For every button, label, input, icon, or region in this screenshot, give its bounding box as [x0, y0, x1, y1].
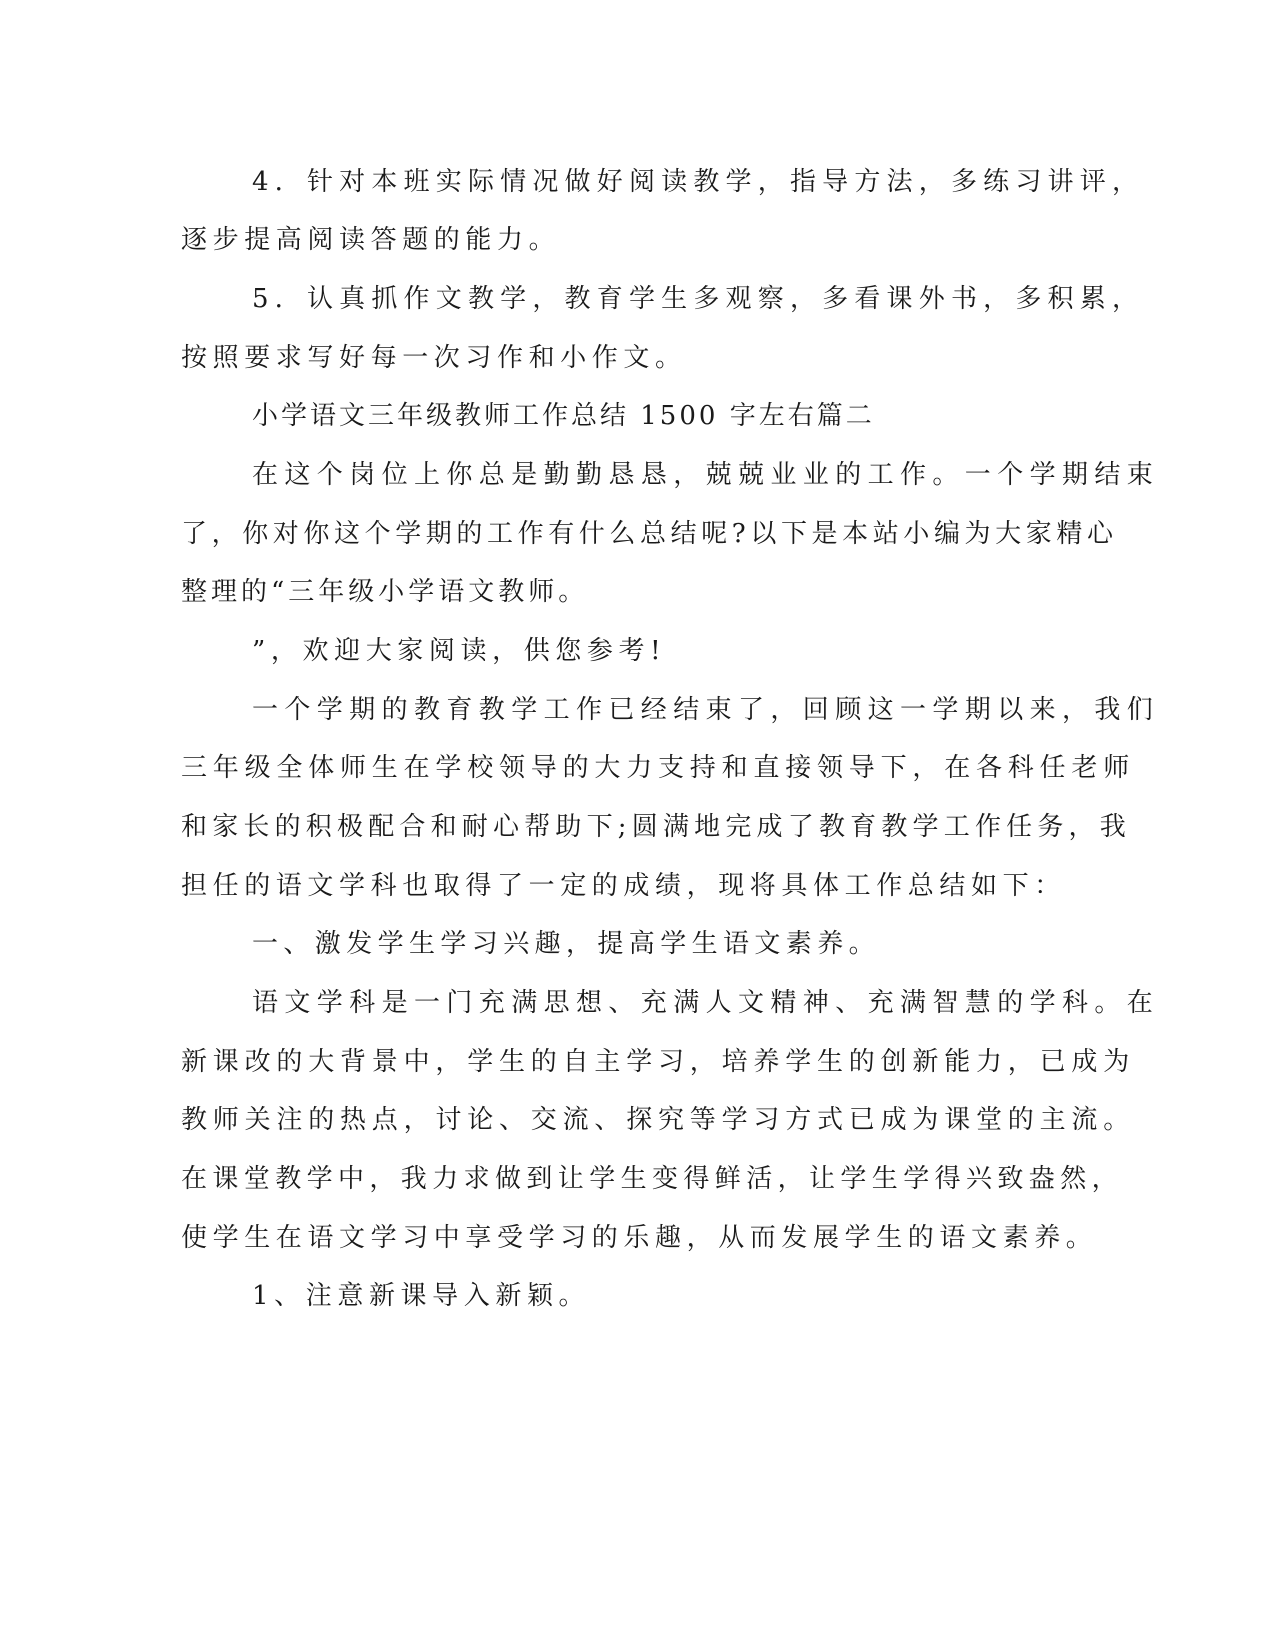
- text-line: 按照要求写好每一次习作和小作文。: [181, 343, 687, 373]
- text-line: 一个学期的教育教学工作已经结束了，回顾这一学期以来，我们: [252, 695, 1160, 725]
- text-line: 4．针对本班实际情况做好阅读教学，指导方法，多练习讲评，: [252, 167, 1145, 197]
- text-line: 了，你对你这个学期的工作有什么总结呢?以下是本站小编为大家精心: [181, 519, 1118, 549]
- text-line: 1、注意新课导入新颖。: [252, 1281, 591, 1311]
- section-heading: 一、激发学生学习兴趣，提高学生语文素养。: [252, 929, 881, 959]
- text-line: 使学生在语文学习中享受学习的乐趣，从而发展学生的语文素养。: [181, 1223, 1098, 1253]
- text-line: 整理的“三年级小学语文教师。: [181, 577, 589, 607]
- text-line: 和家长的积极配合和耐心帮助下;圆满地完成了教育教学工作任务，我: [181, 812, 1131, 842]
- text-line: 5．认真抓作文教学，教育学生多观察，多看课外书，多积累，: [252, 284, 1145, 314]
- section-heading: 小学语文三年级教师工作总结 1500 字左右篇二: [252, 401, 875, 431]
- text-line: 语文学科是一门充满思想、充满人文精神、充满智慧的学科。在: [252, 988, 1160, 1018]
- text-line: 在这个岗位上你总是勤勤恳恳，兢兢业业的工作。一个学期结束: [252, 460, 1160, 490]
- text-line: 教师关注的热点，讨论、交流、探究等学习方式已成为课堂的主流。: [181, 1105, 1136, 1135]
- text-line: ”，欢迎大家阅读，供您参考!: [252, 636, 667, 666]
- text-line: 新课改的大背景中，学生的自主学习，培养学生的创新能力，已成为: [181, 1047, 1136, 1077]
- text-line: 在课堂教学中，我力求做到让学生变得鲜活，让学生学得兴致盎然，: [181, 1164, 1124, 1194]
- text-line: 逐步提高阅读答题的能力。: [181, 225, 561, 255]
- text-line: 三年级全体师生在学校领导的大力支持和直接领导下，在各科任老师: [181, 753, 1136, 783]
- text-line: 担任的语文学科也取得了一定的成绩，现将具体工作总结如下：: [181, 871, 1066, 901]
